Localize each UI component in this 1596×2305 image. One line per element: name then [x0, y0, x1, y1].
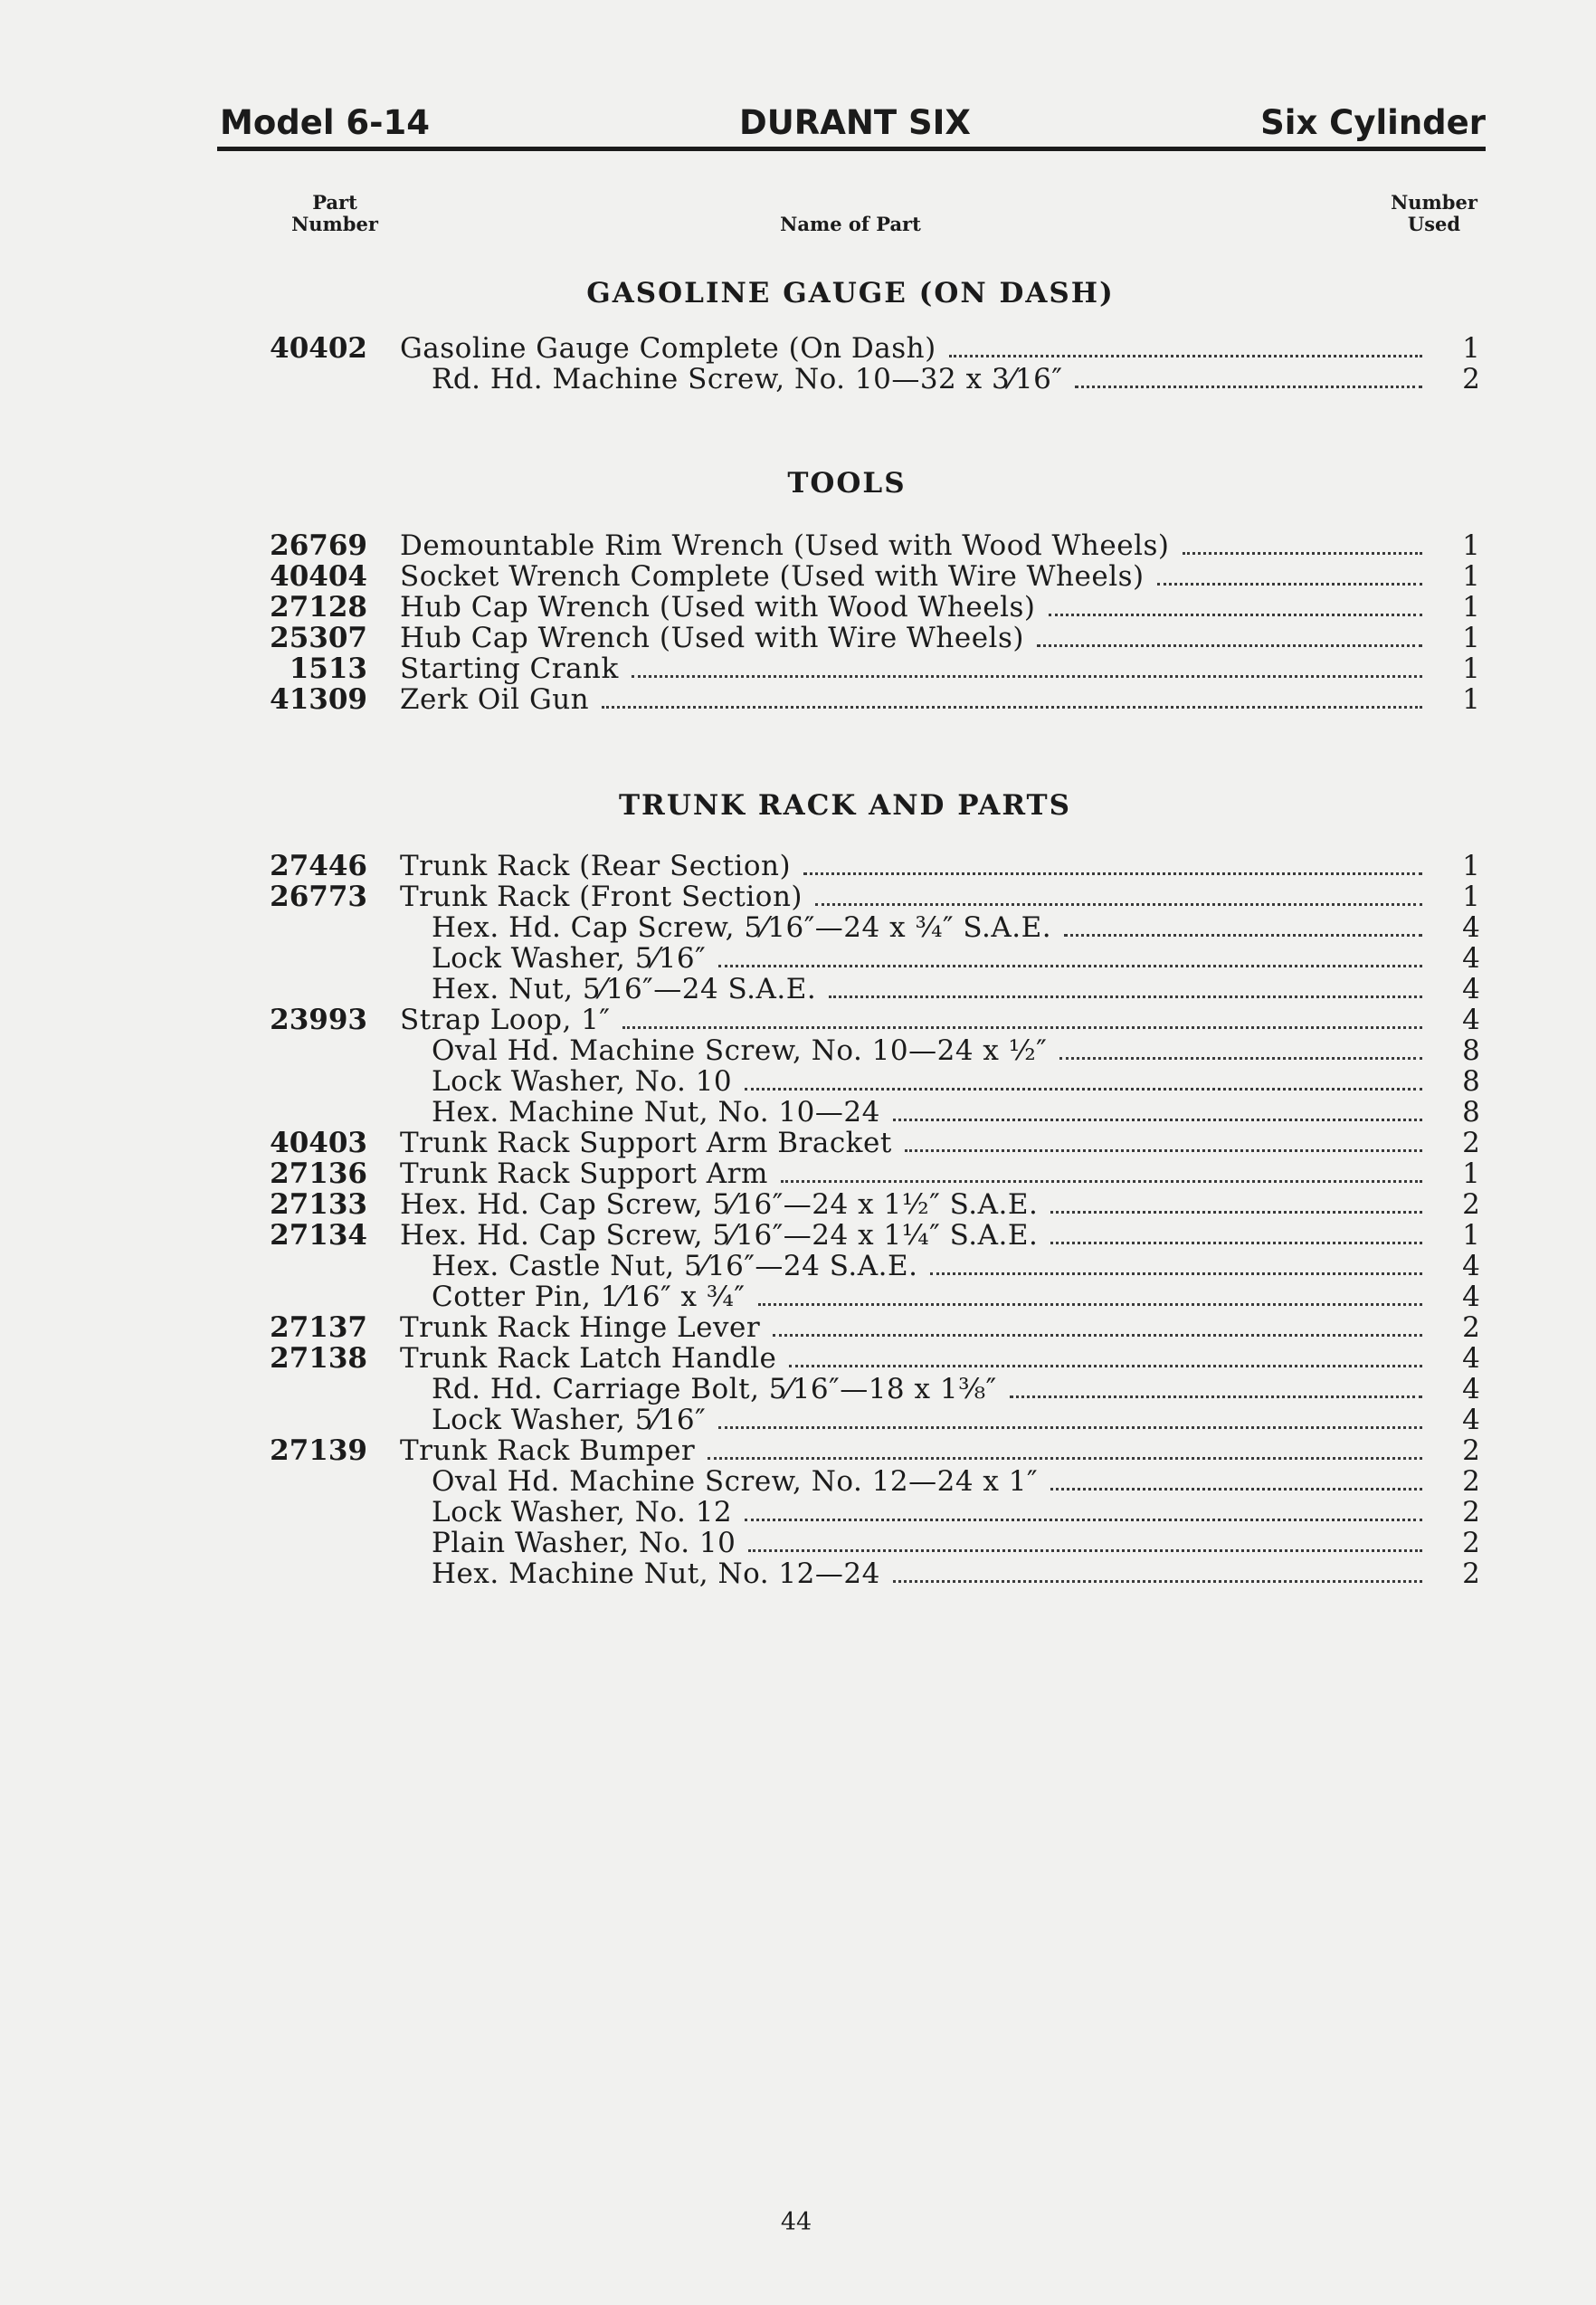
part-name: Starting Crank	[400, 653, 619, 684]
table-row	[0, 653, 1596, 684]
quantity-used: 4	[1462, 1373, 1480, 1405]
quantity-used: 1	[1462, 591, 1480, 624]
part-name-cell	[432, 974, 1433, 1005]
dot-leader	[1157, 579, 1422, 586]
part-name: Trunk Rack Support Arm	[400, 1158, 768, 1189]
table-row	[0, 684, 1596, 715]
part-number: 27128	[270, 591, 367, 624]
part-name-cell	[432, 1066, 1433, 1097]
quantity-used: 2	[1462, 1311, 1480, 1344]
part-name: Rd. Hd. Carriage Bolt, 5⁄16″—18 x 1⅜″	[432, 1374, 997, 1405]
part-name: Zerk Oil Gun	[400, 684, 590, 715]
table-row	[0, 1281, 1596, 1312]
table-row	[0, 1066, 1596, 1097]
dot-leader	[718, 961, 1422, 967]
part-name-cell	[400, 1312, 1433, 1343]
part-name-cell	[432, 364, 1433, 395]
part-name-cell	[400, 684, 1433, 715]
quantity-used: 1	[1462, 332, 1480, 365]
quantity-used: 4	[1462, 1404, 1480, 1436]
table-row	[0, 1405, 1596, 1435]
table-row	[0, 1158, 1596, 1189]
part-name: Hub Cap Wrench (Used with Wire Wheels)	[400, 623, 1024, 653]
table-row	[0, 1128, 1596, 1158]
quantity-used: 1	[1462, 560, 1480, 593]
dot-leader	[745, 1515, 1422, 1521]
quantity-used: 4	[1462, 942, 1480, 975]
part-name: Rd. Hd. Machine Screw, No. 10—32 x 3⁄16″	[432, 364, 1063, 395]
part-name-cell	[400, 1158, 1433, 1189]
table-row	[0, 974, 1596, 1005]
dot-leader	[708, 1453, 1422, 1460]
dot-leader	[1050, 1238, 1422, 1244]
table-row	[0, 1005, 1596, 1035]
part-number: 23993	[270, 1004, 367, 1036]
quantity-used: 2	[1462, 1527, 1480, 1559]
part-name: Hex. Hd. Cap Screw, 5⁄16″—24 x 1¼″ S.A.E.	[400, 1220, 1039, 1251]
dot-leader	[803, 869, 1422, 875]
quantity-used: 8	[1462, 1096, 1480, 1129]
quantity-used: 4	[1462, 1004, 1480, 1036]
part-name-cell	[400, 653, 1433, 684]
table-row	[0, 1528, 1596, 1558]
part-name-cell	[432, 1528, 1433, 1558]
part-number: 27139	[270, 1434, 367, 1467]
dot-leader	[781, 1176, 1422, 1183]
part-name: Hex. Machine Nut, No. 12—24	[432, 1558, 880, 1589]
table-row	[0, 943, 1596, 974]
part-number: 27138	[270, 1342, 367, 1375]
part-name-cell	[400, 1343, 1433, 1374]
quantity-used: 1	[1462, 1157, 1480, 1190]
model-label: Model 6-14	[220, 103, 430, 142]
dot-leader	[1050, 1484, 1422, 1491]
table-row	[0, 530, 1596, 561]
quantity-used: 1	[1462, 529, 1480, 562]
dot-leader	[815, 900, 1422, 906]
dot-leader	[632, 671, 1422, 678]
part-name-cell	[400, 530, 1433, 561]
part-name-cell	[432, 1497, 1433, 1528]
part-name: Hub Cap Wrench (Used with Wood Wheels)	[400, 592, 1036, 623]
table-row	[0, 1251, 1596, 1281]
dot-leader	[745, 1084, 1422, 1091]
quantity-used: 4	[1462, 1281, 1480, 1313]
quantity-used: 4	[1462, 1342, 1480, 1375]
quantity-used: 2	[1462, 363, 1480, 395]
part-name: Socket Wrench Complete (Used with Wire Wheels)	[400, 561, 1145, 592]
part-name-cell	[400, 333, 1433, 364]
part-name: Trunk Rack Bumper	[400, 1435, 696, 1466]
table-row	[0, 561, 1596, 592]
part-name-cell	[432, 1281, 1433, 1312]
quantity-used: 4	[1462, 911, 1480, 944]
part-name: Demountable Rim Wrench (Used with Wood Wheels)	[400, 530, 1170, 561]
dot-leader	[758, 1300, 1422, 1306]
header-rule	[217, 147, 1486, 151]
quantity-used: 8	[1462, 1034, 1480, 1067]
part-name: Plain Washer, No. 10	[432, 1528, 736, 1558]
dot-leader	[1010, 1392, 1422, 1398]
column-header-name-of-part: Name of Part	[780, 213, 921, 235]
part-number: 27137	[270, 1311, 367, 1344]
part-name: Strap Loop, 1″	[400, 1005, 611, 1035]
table-row	[0, 623, 1596, 653]
column-header-number-used: Number Used	[1391, 191, 1477, 235]
quantity-used: 1	[1462, 652, 1480, 685]
part-number: 40404	[270, 560, 367, 593]
dot-leader	[1049, 610, 1423, 616]
part-number: 27136	[270, 1157, 367, 1190]
part-name-cell	[432, 943, 1433, 974]
part-number: 1513	[289, 652, 367, 685]
table-row	[0, 1558, 1596, 1589]
part-number: 26769	[270, 529, 367, 562]
section-title-trunk-rack: TRUNK RACK AND PARTS	[618, 789, 1071, 822]
part-name: Trunk Rack Support Arm Bracket	[400, 1128, 892, 1158]
part-name-cell	[400, 592, 1433, 623]
part-number: 41309	[270, 683, 367, 716]
dot-leader	[893, 1576, 1422, 1583]
engine-label: Six Cylinder	[1260, 103, 1486, 142]
quantity-used: 4	[1462, 973, 1480, 1005]
part-name: Hex. Hd. Cap Screw, 5⁄16″—24 x 1½″ S.A.E.	[400, 1189, 1039, 1220]
section-title-gasoline-gauge: GASOLINE GAUGE (ON DASH)	[586, 277, 1115, 310]
table-row	[0, 1435, 1596, 1466]
part-name-cell	[432, 1405, 1433, 1435]
part-name-cell	[400, 851, 1433, 881]
table-row	[0, 881, 1596, 912]
part-name-cell	[432, 1251, 1433, 1281]
dot-leader	[1037, 641, 1422, 647]
part-name-cell	[400, 1128, 1433, 1158]
part-name: Oval Hd. Machine Screw, No. 10—24 x ½″	[432, 1035, 1048, 1066]
part-name: Oval Hd. Machine Screw, No. 12—24 x 1″	[432, 1466, 1039, 1497]
part-name: Hex. Machine Nut, No. 10—24	[432, 1097, 880, 1128]
quantity-used: 1	[1462, 881, 1480, 913]
part-name: Hex. Nut, 5⁄16″—24 S.A.E.	[432, 974, 817, 1005]
quantity-used: 2	[1462, 1465, 1480, 1498]
dot-leader	[718, 1423, 1422, 1429]
table-row	[0, 851, 1596, 881]
part-name-cell	[400, 1189, 1433, 1220]
part-number: 27134	[270, 1219, 367, 1252]
part-number: 40403	[270, 1127, 367, 1159]
quantity-used: 1	[1462, 683, 1480, 716]
dot-leader	[905, 1146, 1422, 1152]
part-name-cell	[432, 1558, 1433, 1589]
quantity-used: 8	[1462, 1065, 1480, 1098]
part-name-cell	[432, 912, 1433, 943]
part-name-cell	[432, 1466, 1433, 1497]
table-row	[0, 1097, 1596, 1128]
table-row	[0, 1343, 1596, 1374]
quantity-used: 2	[1462, 1496, 1480, 1529]
part-name-cell	[400, 561, 1433, 592]
dot-leader	[893, 1115, 1422, 1121]
part-name: Hex. Hd. Cap Screw, 5⁄16″—24 x ¾″ S.A.E.	[432, 912, 1052, 943]
dot-leader	[1183, 548, 1423, 555]
dot-leader	[773, 1330, 1422, 1337]
part-name: Lock Washer, 5⁄16″	[432, 1405, 707, 1435]
quantity-used: 2	[1462, 1188, 1480, 1221]
part-name-cell	[432, 1097, 1433, 1128]
part-name-cell	[400, 881, 1433, 912]
part-name: Cotter Pin, 1⁄16″ x ¾″	[432, 1281, 746, 1312]
part-name: Lock Washer, No. 10	[432, 1066, 733, 1097]
table-row	[0, 364, 1596, 395]
dot-leader	[829, 992, 1422, 998]
part-name-cell	[400, 1435, 1433, 1466]
quantity-used: 2	[1462, 1557, 1480, 1590]
part-name: Trunk Rack Hinge Lever	[400, 1312, 761, 1343]
dot-leader	[1059, 1053, 1422, 1060]
part-number: 27446	[270, 850, 367, 882]
part-name: Trunk Rack (Rear Section)	[400, 851, 792, 881]
table-row	[0, 592, 1596, 623]
part-name: Lock Washer, 5⁄16″	[432, 943, 707, 974]
table-row	[0, 1497, 1596, 1528]
column-header-part-number: Part Number	[291, 191, 378, 235]
dot-leader	[949, 351, 1422, 357]
dot-leader	[789, 1361, 1422, 1367]
dot-leader	[622, 1023, 1422, 1029]
table-row	[0, 1189, 1596, 1220]
quantity-used: 2	[1462, 1434, 1480, 1467]
table-row	[0, 912, 1596, 943]
part-name-cell	[432, 1035, 1433, 1066]
part-name: Hex. Castle Nut, 5⁄16″—24 S.A.E.	[432, 1251, 918, 1281]
table-row	[0, 1466, 1596, 1497]
part-name-cell	[432, 1374, 1433, 1405]
dot-leader	[602, 702, 1422, 709]
dot-leader	[748, 1546, 1422, 1552]
dot-leader	[1075, 382, 1422, 388]
part-name: Gasoline Gauge Complete (On Dash)	[400, 333, 936, 364]
table-row	[0, 1312, 1596, 1343]
table-row	[0, 333, 1596, 364]
table-row	[0, 1220, 1596, 1251]
table-row	[0, 1035, 1596, 1066]
page-title: DURANT SIX	[739, 103, 971, 142]
quantity-used: 1	[1462, 622, 1480, 654]
part-name: Trunk Rack (Front Section)	[400, 881, 803, 912]
quantity-used: 1	[1462, 1219, 1480, 1252]
part-name-cell	[400, 1005, 1433, 1035]
part-name-cell	[400, 1220, 1433, 1251]
part-number: 40402	[270, 332, 367, 365]
page-number: 44	[780, 2208, 812, 2236]
dot-leader	[930, 1269, 1422, 1275]
dot-leader	[1050, 1207, 1422, 1214]
quantity-used: 1	[1462, 850, 1480, 882]
part-number: 26773	[270, 881, 367, 913]
dot-leader	[1064, 930, 1422, 937]
section-title-tools: TOOLS	[787, 467, 907, 500]
part-number: 27133	[270, 1188, 367, 1221]
part-name: Trunk Rack Latch Handle	[400, 1343, 777, 1374]
quantity-used: 2	[1462, 1127, 1480, 1159]
part-name: Lock Washer, No. 12	[432, 1497, 733, 1528]
part-number: 25307	[270, 622, 367, 654]
part-name-cell	[400, 623, 1433, 653]
table-row	[0, 1374, 1596, 1405]
quantity-used: 4	[1462, 1250, 1480, 1282]
